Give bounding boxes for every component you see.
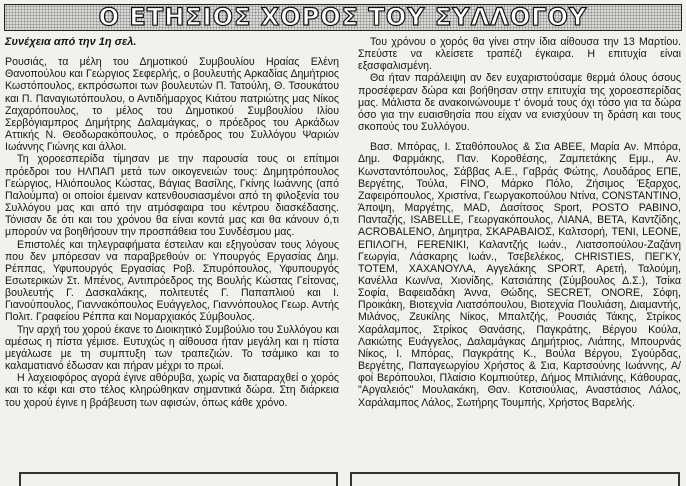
- continuation-note: Συνέχεια από την 1η σελ.: [5, 36, 137, 48]
- paragraph: Την αρχή του χορού έκανε το Διοικητικό Συμβούλιο του Συλλόγου και αμέσως η πίστα γέμισε. Ευτυχώς η αίθουσα ήταν μεγάλη και η πίστα μεγάλωσε με τη συμπτυξη των τραπεζιών. Το τσάμικο και το καλαματιανό έδωσαν και πήραν μέχρι το πρωί.: [5, 323, 339, 373]
- article-right-column: [358, 36, 681, 409]
- paragraph: Τη χοροεσπερίδα τίμησαν με την παρουσία τους οι επίτιμοι πρόεδροι του ΗΛΠΑΠ μετά των οικογενειών τους: Δημητρόπουλος Γεώργιος, Ηλιόπουλος Κώστας, Βάγιας Βασίλης, Γκίνης Ιωάννης (από Παλούμπα) οι οποίοι έμειναν κατενθουσιασμένοι από τη φιλοξενία του Συλλόγου μας και από την ατμόσφαιρα του κέντρου διασκέδασης. Τόνισαν δε ότι και του χρόνου θα είναι κοντά μας και θα κάνουν ό,τι μπορούν να βοηθήσουν την προσπάθεια του Συνδέσμου μας.: [5, 153, 339, 239]
- headline-banner: [4, 4, 682, 31]
- paragraph: Του χρόνου ο χορός θα γίνει στην ίδια αίθουσα την 13 Μαρτίου. Σπεύστε να κλείσετε τραπέζι έγκαιρα. Η επιτυχία είναι εξασφαλισμένη.: [358, 36, 681, 73]
- paragraph: Θα ήταν παράλειψη αν δεν ευχαριστούσαμε θερμά όλους όσους προσέφεραν δώρα και βοήθησαν στην επιτυχία της χοροεσπερίδας μας. Μάλιστα δε ανακοινώνουμε τ' όνομά τους όχι τόσο για τα δώρα όσο για την ευαισθησία που είχαν να ενισχύουν τη δράση και τους σκοπούς του Συλλόγου.: [358, 72, 681, 134]
- sponsor-list: Βασ. Μπόρας, Ι. Σταθόπουλος & Σια ΑΒΕΕ, Μαρία Αν. Μπόρα, Δημ. Φαρμάκης, Παν. Κοροθέσης, Ζαμπετάκης Εμμ., Αν. Κωνσταντόπουλος, Σάββας Α.Ε., Γαβράς Φώτης, Λουδάρος ΕΠΕ, Βεργέτης, Τούλα, FINO, Μάρκο Πόλο, Ζήσιμος Έξαρχος, Ζαφειρόπουλος, Χριστίνα, Γεωργακοπούλου Ντίνα, CONSTANTINO, Άποψη, Μαργέτης, MAD, Δασίτσος Sport, POSTO PABINO, Πανταζής, ISABELLE, Γεωργακόπουλος, ΛΙΑΝΑ, BETA, Καντζίδης, ACROBALENO, Δημητρα, ΣΚΑΡΑΒΑΙΟΣ, Καλτσορή, TENI, LEONE, ΕΠΙΛΟΓΗ, FERENIKI, Καλαντζής Ιωάν., Λιατσοπούλου-Ζαζάνη Γεωργία, Λάσκαρης Ιωάν., Τσεβελέκος, CHRISTIES, ΠΕΓΚΥ, TOTEM, ΧΑΧΑΝΟΥΛΑ, Αγγελάκης SPORT, Αρετή, Ταλούμη, Κανέλλα Κων/να, Χιονίδης, Κατσιάπης (Σύμβουλος Δ.Σ.), Τσίκα Σοφία, Βαφειαδάκη Άννα, Θώδης, SECRET, ONORE, Σόφη, Προικάκη, Βιοτεχνία Λιατσόπουλου, Βιοτεχνία Πουλιάση, Διαμαντής, Μιλάνος, Ζευκίλης Νίκος, Μπαλτζής, Ρουσιάς Τάκης, Στρίκος Χαράλαμπος, Στρίκος Θανάσης, Παγκράτης, Βέργου Κούλα, Λακιώτης Ευάγγελος, Δαλαμάγκας Δημήτριος, Λιάπης, Μπουρνάς Νίκος, Ι. Μπόρας, Παγκράτης Κ., Βούλα Βέργου, Σγούρδας, Βεργέτης, Παπαγεωργίου Χρήστος & Σια, Καρτσούνης Ιωάννης, Α/φοί Βερόπουλοι, Πλαίσιο Κομπιούτερ, Δήμος Μπιλιάνης, Κάθουρας, "Αργαλειός" Μουλακάκη, Θαν. Κοτσιούλιας, Αναστάσιος Λάλος, Χαράλαμπος Λάλος, Σωτήρης Τουμπής, Χρήστος Βαρελής.: [358, 141, 681, 409]
- paragraph: Επιστολές και τηλεγραφήματα έστειλαν και εξηγούσαν τους λόγους που δεν μπόρεσαν να παραβρεθούν οι: Υπουργός Εργασίας Δημ. Ρέππας, Υφυπουργός Εργασίας Ροβ. Σπυρόπουλος, Υφυπουργός Εσωτερικών Στ. Μπένος, Αντιπρόεδρος της Βουλής Κώστας Γείτονας, βουλευτής Γ. Δασκαλάκης, πολιτευτές Γ. Παπαπλιού και Ι. Γιανούπουλος, Γιαννακόπουλος Ευάγγελος, Γιαννόπουλος Γεωρ. Αντής Πολιτ. Γραφείου Ρέππα και Νομαρχιακός Σύμβουλος.: [5, 238, 339, 324]
- paragraph: Ρουσιάς, τα μέλη του Δημοτικού Συμβουλίου Ηραίας Ελένη Θανοπούλου και Γεώργιος Σεφερλής, ο βουλευτής Αρκαδίας Δημήτριος Κωστόπουλος, εκπρόσωποι των βουλευτών Π. Τατούλη, Θ. Τσουκάτου και Π. Παναγιωτόπουλου, ο Αντιδήμαρχος Κιάτου πατριώτης μας Νίκος Ζαχαρόπουλος, το μέλος του Δημοτικού Συμβουλίου Ιλίου Σερβόγιαμπρος Δημήτρης Δαλαμάγκας, ο πρόεδρος του Αρκάδων Αττικής Ν. Θεοδωρακόπουλος, ο πρόεδρος του Συλλόγου Ψαριών Ιωάννης Γιώνης και άλλοι.: [5, 56, 339, 154]
- next-article-frame: [19, 472, 338, 486]
- article-left-column: [5, 36, 339, 409]
- next-article-frame: [350, 472, 680, 486]
- article-headline: Ο ΕΤΗΣΙΟΣ ΧΟΡΟΣ ΤΟΥ ΣΥΛΛΟΓΟΥ: [98, 3, 588, 31]
- paragraph: Η λαχειοφόρος αγορά έγινε αθόρυβα, χωρίς να διαταραχθεί ο χορός και το κέφι και στο τέλος κληρώθηκαν σημαντικά δώρα. Στη διάρκεια του χορού έγινε η βράβευση των αφισών, όπως κάθε χρόνο.: [5, 372, 339, 409]
